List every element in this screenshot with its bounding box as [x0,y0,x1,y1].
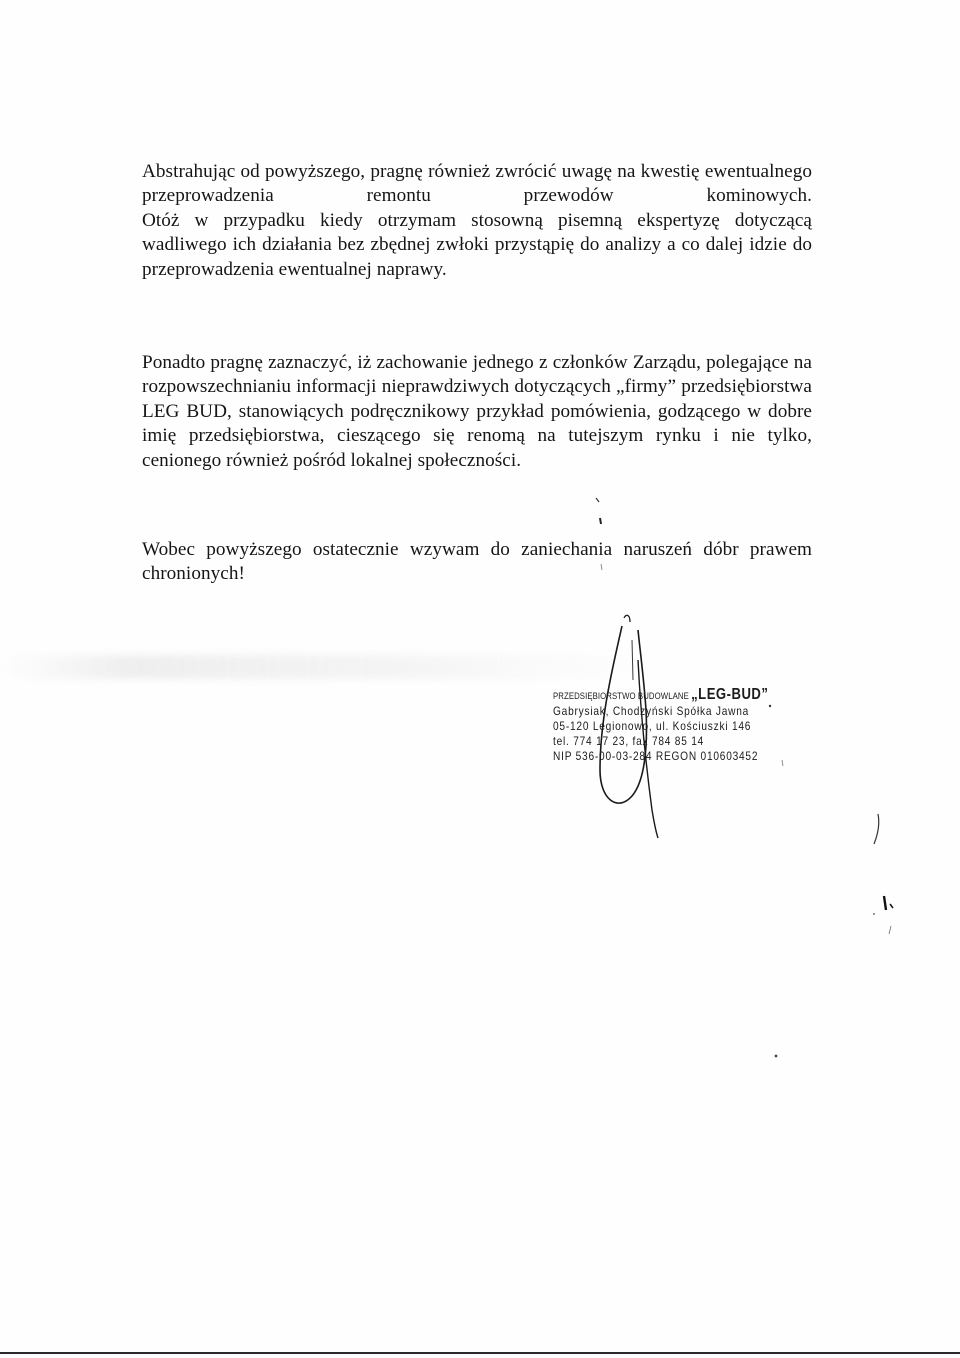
handwritten-signature [560,600,700,840]
paragraph-line: rozpowszechnianiu informacji nieprawdziwych dotyczących „firmy” przedsiębiorstwa [142,376,812,398]
paragraph-line: Abstrahując od powyższego, pragnę również zwrócić uwagę na kwestię ewentualnego [142,161,812,182]
scan-dot [770,1050,782,1062]
paragraph-demand [142,538,812,587]
paragraph-line: przeprowadzenia ewentualnej naprawy. [142,258,447,280]
stamp-address: 05-120 Legionowo, ul. Kościuszki 146 [553,719,752,733]
paragraph-line: wadliwego ich działania bez zbędnej zwłoki przystąpię do analizy a co dalej idzie do [142,234,812,256]
paragraph-line: przeprowadzenia remontu przewodów kominowych. [142,185,812,207]
paragraph-line: imię przedsiębiorstwa, cieszącego się renomą na tutejszym rynku i nie tylko, [142,425,812,447]
stamp-company-name: Gabrysiak, Chodzyński Spółka Jawna [553,704,750,718]
stamp-tax-ids: NIP 536-00-03-284 REGON 010603452 [553,749,759,763]
stamp-phone-fax: tel. 774 17 23, fax 784 85 14 [553,734,705,748]
paragraph-line: chronionych! [142,563,245,585]
paragraph-defamation [142,351,812,473]
page-bottom-edge [0,1352,960,1354]
stamp-brand: „LEG-BUD” [691,686,769,703]
margin-marks [860,800,910,950]
stamp-header-prefix: PRZEDSIĘBIORSTWO BUDOWLANE [553,691,689,702]
paragraph-line: Ponadto pragnę zaznaczyć, iż zachowanie jednego z członków Zarządu, polegające na [142,352,812,373]
scan-specks [590,490,610,580]
scan-smudge [0,655,640,679]
paragraph-line: LEG BUD, stanowiących podręcznikowy przykład pomówienia, godzącego w dobre [142,400,812,422]
paragraph-chimney-repair [142,160,812,282]
paragraph-line: cenionego również pośród lokalnej społeczności. [142,449,522,471]
paragraph-line: Wobec powyższego ostatecznie wzywam do zaniechania naruszeń dóbr prawem [142,539,812,560]
paragraph-line: Otóż w przypadku kiedy otrzymam stosowną pisemną ekspertyzę dotyczącą [142,209,812,231]
stamp-dot-mark [760,700,790,780]
